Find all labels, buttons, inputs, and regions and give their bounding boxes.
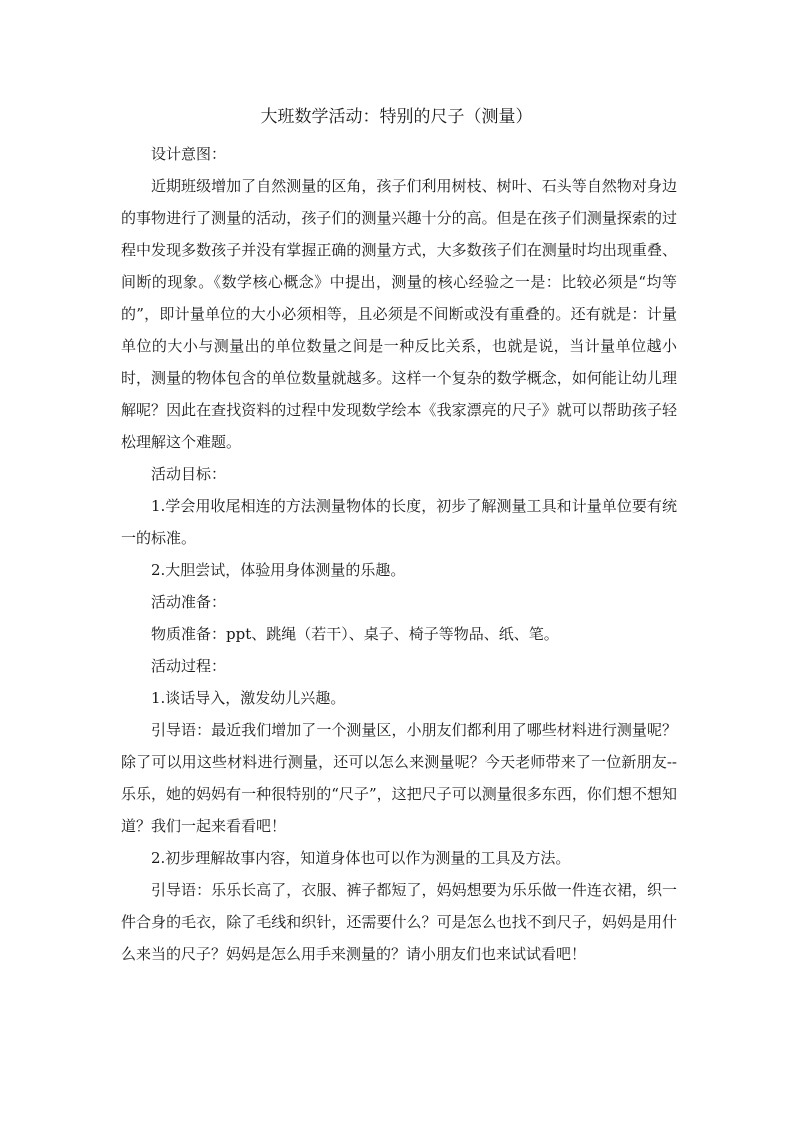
heading-activity-goals: 活动目标： [151,465,227,483]
material-preparation: 物质准备：ppt、跳绳（若干）、桌子、椅子等物品、纸、笔。 [151,625,559,643]
heading-activity-process: 活动过程： [151,657,227,675]
heading-activity-preparation: 活动准备： [151,593,227,611]
goal-item-1: 1.学会用收尾相连的方法测量物体的长度，初步了解测量工具和计量单位要有统一的标准。 [121,497,677,547]
process-step-1: 1.谈话导入，激发幼儿兴趣。 [151,689,346,707]
paragraph-design-intent: 近期班级增加了自然测量的区角，孩子们利用树枝、树叶、石头等自然物对身边的事物进行了测量的活动，孩子们的测量兴趣十分的高。但是在孩子们测量探索的过程中发现多数孩子并没有掌握正确的测量方式，大多数孩子们在测量时均出现重叠、间断的现象。《数学核心概念》中提出，测量的核心经验之一是：比较必须是“均等的”，即计量单位的大小必须相等，且必须是不间断或没有重叠的。还有就是：计量单位的大小与测量出的单位数量之间是一种反比关系，也就是说，当计量单位越小时，测量的物体包含的单位数量就越多。这样一个复杂的数学概念，如何能让幼儿理解呢？因此在查找资料的过程中发现数学绘本《我家漂亮的尺子》就可以帮助孩子轻松理解这个难题。 [121,177,677,451]
guide-speech-1: 引导语：最近我们增加了一个测量区，小朋友们都利用了哪些材料进行测量呢？除了可以用这些材料进行测量，还可以怎么来测量呢？今天老师带来了一位新朋友--乐乐，她的妈妈有一种很特别的“尺子”，这把尺子可以测量很多东西，你们想不想知道？我们一起来看看吧！ [121,721,677,835]
guide-speech-2: 引导语：乐乐长高了，衣服、裤子都短了，妈妈想要为乐乐做一件连衣裙，织一件合身的毛衣，除了毛线和织针，还需要什么？可是怎么也找不到尺子，妈妈是用什么来当的尺子？妈妈是怎么用手来测量的？请小朋友们也来试试看吧！ [121,881,677,963]
document-title: 大班数学活动：特别的尺子（测量） [260,107,533,127]
process-step-2: 2.初步理解故事内容，知道身体也可以作为测量的工具及方法。 [151,849,571,867]
document-body [121,138,677,970]
goal-item-2: 2.大胆尝试，体验用身体测量的乐趣。 [151,561,406,579]
heading-design-intent: 设计意图： [151,145,227,163]
